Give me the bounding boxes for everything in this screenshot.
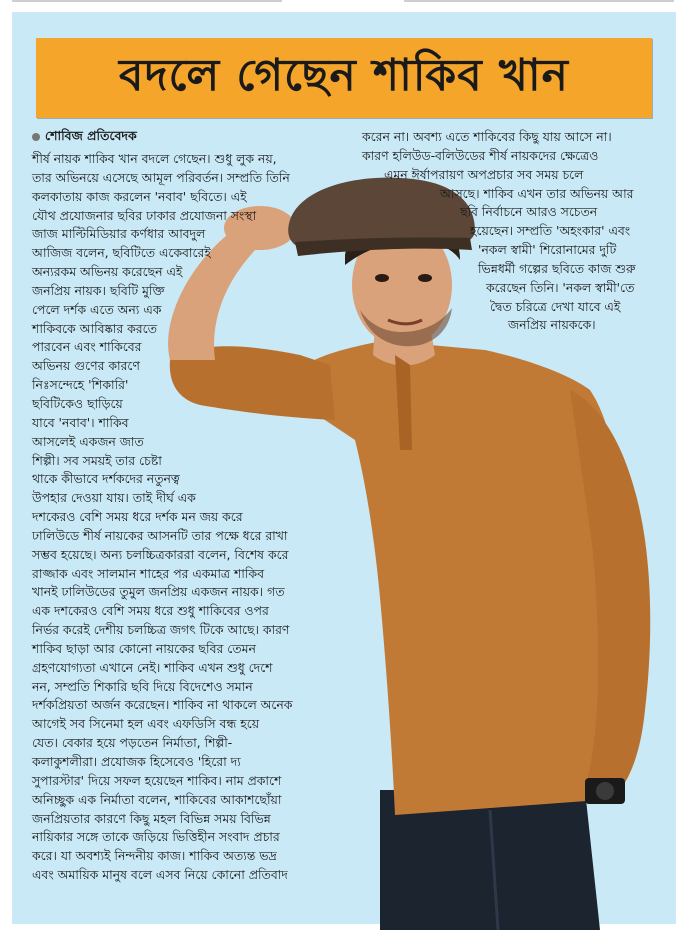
text-line: করেন না। অবশ্য এতে শাকিবের কিছু যায় আসে না। (362, 129, 612, 144)
text-line: নন, সম্প্রতি শিকারি ছবি দিয়ে বিদেশেও সমান (32, 678, 253, 694)
text-line: শীর্ষ নায়ক শাকিব খান বদলে গেছেন। শুধু লুক নয়, (32, 151, 277, 166)
text-line: ছবিটিকেও ছাড়িয়ে (32, 395, 123, 411)
text-line: কলকাতায় কাজ করলেন 'নবাব' ছবিতে। এই (32, 188, 247, 204)
text-line: যেত। বেকার হয়ে পড়তেন নির্মাতা, শিল্পী- (32, 735, 233, 751)
text-line: করে। যা অবশ্যই নিন্দনীয় কাজ। শাকিব অত্যন্ত ভদ্র (32, 848, 277, 864)
text-line: রাজ্জাক এবং সালমান শাহের পর একমাত্র শাকিব (32, 565, 264, 581)
text-line: ছবি নির্বাচনে আরও সচেতন (460, 204, 598, 220)
text-line: যৌথ প্রযোজনার ছবির ঢাকার প্রযোজনা সংস্থা (32, 207, 257, 223)
text-line: জনপ্রিয় নায়ক। ছবিটি মুক্তি (32, 282, 165, 298)
text-line: আজিজ বলেন, ছবিটিতে একেবারেই (32, 245, 211, 261)
text-line: নায়িকার সঙ্গে তাকে জড়িয়ে ভিত্তিহীন সংবাদ প্রচার (32, 829, 280, 845)
byline-text: শোবিজ প্রতিবেদক (45, 128, 137, 143)
text-line: করেছেন তিনি। 'নকল স্বামী'তে (486, 279, 635, 295)
text-line: অনিচ্ছুক এক নির্মাতা বলেন, শাকিবের আকাশছোঁয়া (32, 791, 282, 807)
text-line: জাজ মাল্টিমিডিয়ার কর্ণধার আবদুল (32, 226, 206, 242)
text-line: কলাকুশলীরা। প্রযোজক হিসেবেও 'হিরো দ্য (32, 754, 241, 769)
text-line: শাকিব ছাড়া আর কোনো নায়কের ছবির তেমন (32, 640, 256, 656)
text-line: এবং অমায়িক মানুষ বলে এসব নিয়ে কোনো প্রতিবাদ (32, 867, 288, 883)
text-line: নিঃসন্দেহে 'শিকারি' (32, 377, 129, 393)
text-line: শিল্পী। সব সময়ই তার চেষ্টা (32, 452, 162, 468)
text-line: শাকিবকে আবিষ্কার করতে (32, 320, 157, 336)
text-line: আসলেই একজন জাত (32, 433, 144, 449)
headline-banner (36, 38, 652, 118)
text-line: কারণ হলিউড-বলিউডের শীর্ষ নায়কদের ক্ষেত্রেও (362, 147, 599, 163)
crop-mark-left (12, 0, 282, 2)
text-line: খানই ঢালিউডের তুমুল জনপ্রিয় একজন নায়ক। গত (32, 584, 285, 600)
text-line: ঢালিউডে শীর্ষ নায়কের আসনটি তার পক্ষে ধরে রাখা (32, 527, 288, 543)
text-line: উপহার দেওয়া যায়। তাই দীর্ঘ এক (32, 490, 196, 506)
text-line: জনপ্রিয়তার কারণে কিছু মহল বিভিন্ন সময় বিভিন্ন (32, 810, 271, 826)
text-line: 'নকল স্বামী' শিরোনামের দুটি (478, 242, 617, 258)
headline-title: বদলে গেছেন শাকিব খান (119, 49, 569, 101)
left-column-text (32, 150, 292, 885)
text-line: তার অভিনয়ে এসেছে আমূল পরিবর্তন। সম্প্রতি তিনি (32, 169, 290, 185)
text-line: দশকেরও বেশি সময় ধরে দর্শক মন জয় করে (32, 509, 243, 525)
crop-mark-right (404, 0, 674, 2)
text-line: জনপ্রিয় নায়ককে। (508, 317, 596, 333)
text-line: আসছে। শাকিব এখন তার অভিনয় আর (440, 185, 634, 201)
text-line: দ্বৈত চরিত্রে দেখা যাবে এই (490, 298, 621, 314)
text-line: থাকে কীভাবে দর্শকদের নতুনত্ব (32, 471, 180, 487)
text-line: ভিন্নধর্মী গল্পের ছবিতে কাজ শুরু (478, 260, 636, 276)
text-line: দর্শকপ্রিয়তা অর্জন করেছেন। শাকিব না থাকলে অনেক (32, 697, 293, 713)
byline (32, 128, 137, 148)
bullet-icon (32, 133, 40, 141)
text-line: এমন ঈর্ষাপরায়ণ অপপ্রচার সব সময় চলে (384, 166, 584, 182)
text-line: সুপারস্টার' দিয়ে সফল হয়েছেন শাকিব। নাম প্রকাশে (32, 772, 282, 788)
text-line: অভিনয় গুণের কারণে (32, 358, 140, 374)
text-line: যাবে 'নবাব'। শাকিব (32, 414, 129, 430)
text-line: সম্ভব হয়েছে। অন্য চলচ্চিত্রকাররা বলেন, বিশেষ করে (32, 546, 289, 562)
text-line: নির্ভর করেই দেশীয় চলচ্চিত্র জগৎ টিকে আছে। কারণ (32, 622, 290, 638)
text-line: হয়েছেন। সম্প্রতি 'অহংকার' এবং (470, 223, 631, 239)
text-line: পেলে দর্শক এতে অন্য এক (32, 301, 162, 317)
text-line: আগেই সব সিনেমা হল এবং এফডিসি বন্ধ হয়ে (32, 716, 259, 732)
text-line: পারবেন এবং শাকিবের (32, 339, 142, 355)
text-line: এক দশকেরও বেশি সময় ধরে শুধু শাকিবের ওপর (32, 603, 269, 619)
text-line: গ্রহণযোগ্যতা এখানে নেই। শাকিব এখন শুধু দেশে (32, 659, 273, 675)
text-line: অন্যরকম অভিনয় করেছেন এই (32, 264, 183, 280)
right-column-text (362, 128, 635, 335)
